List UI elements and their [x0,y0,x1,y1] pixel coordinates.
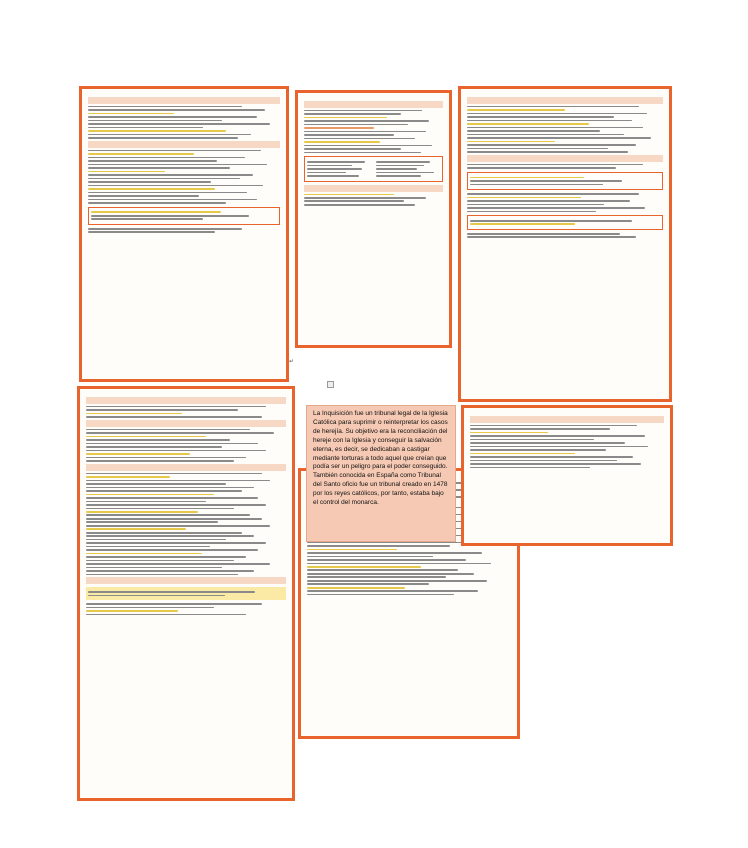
boxed-note [467,172,663,190]
boxed-note [88,207,280,225]
section-heading [86,420,286,427]
section-heading [88,141,280,148]
highlighted-note [86,587,286,600]
boxed-note [467,215,663,230]
section-heading [304,185,443,192]
section-heading [467,155,663,162]
inquisicion-callout [306,405,456,542]
notes-panel-top-right [458,86,672,402]
section-heading [86,464,286,471]
notes-panel-top-left [79,86,289,382]
cursor-mark-icon: ↵ [289,359,295,365]
notes-panel-top-middle [295,90,452,348]
section-heading [88,97,280,104]
notes-panel-middle-right [461,405,673,546]
section-heading [304,101,443,108]
notes-panel-bottom-left [77,386,295,801]
comparison-table [304,156,443,181]
section-heading [86,397,286,404]
section-heading [86,577,286,584]
section-heading [470,416,664,423]
section-heading [467,97,663,104]
broken-image-icon [327,381,334,388]
callout-text: La Inquisición fue un tribunal legal de la Iglesia Católica para suprimir o reinterpretar los casos de herejía. Su objetivo era la reconciliación del hereje con la Iglesia y conseguir la salvación eterna, es decir, se dedicaban a castigar mediante torturas a todo aquel que creían que podía ser un peligro para el poder conseguido. También conocida en España como Tribunal del Santo oficio fue un tribunal creado en 1478 por los reyes católicos, por tanto, estaba bajo el control del monarca. [313,410,448,507]
